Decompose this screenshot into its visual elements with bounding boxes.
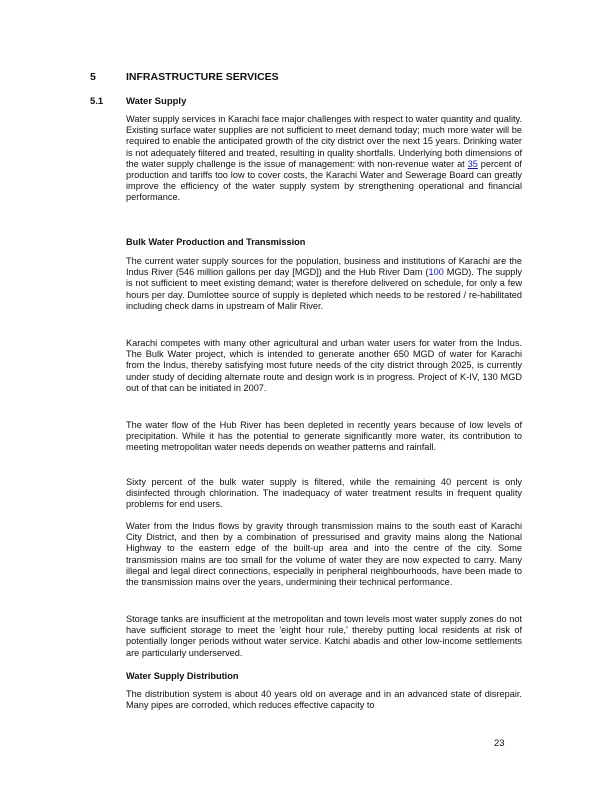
paragraph-text: Storage tanks are insufficient at the metropolitan and town levels most water supply zones do not have sufficient storage to meet the 'eight hour rule,' thereby putting local residents at risk of potentially longer periods without water service. Katchi abadis and other low-income settlements are particularly underserved. xyxy=(126,614,522,658)
subheading-distribution: Water Supply Distribution xyxy=(126,671,239,681)
subheading-bulk-water: Bulk Water Production and Transmission xyxy=(126,237,306,247)
section-number: 5 xyxy=(90,71,96,83)
paragraph-hub-river xyxy=(126,420,522,454)
paragraph-intro xyxy=(126,114,522,204)
paragraph-text: MGD). The supply is not sufficient to meet existing demand; water is therefore delivered on schedule, for only a few hours per day. Dumlottee source of supply is depleted which needs to be restored / re-habilitated including check dams in upstream of Malir River. xyxy=(126,267,522,311)
paragraph-text: The distribution system is about 40 years old on average and in an advanced state of disrepair. Many pipes are corroded, which reduces effective capacity to xyxy=(126,689,522,711)
paragraph-text: Water from the Indus flows by gravity through transmission mains to the south east of Karachi City District, and then by a combination of pressurised and gravity mains along the National Highway to the eastern edge of the built-up area and into the centre of the city. Some transmission mains are too small for the volume of water they are now expected to carry. Many illegal and legal direct connections, especially in peripheral neighbourhoods, have been made to the transmission mains over the years, undermining their technical performance. xyxy=(126,521,522,588)
subsection-number: 5.1 xyxy=(90,96,104,107)
paragraph-distribution xyxy=(126,689,522,711)
subsection-title: Water Supply xyxy=(126,96,187,107)
paragraph-sources xyxy=(126,256,522,312)
page-number: 23 xyxy=(494,738,505,749)
highlighted-number: 100 xyxy=(428,267,444,278)
paragraph-storage xyxy=(126,614,522,659)
paragraph-text: Karachi competes with many other agricultural and urban water users for water from the Indus. The Bulk Water project, which is intended to generate another 650 MGD of water for Karachi from the Indus, thereby satisfying most future needs of the city district through 2025, is currently under study of deciding alternate route and design work is in progress. Project of K-IV, 130 MGD out of that can be initiated in 2007. xyxy=(126,338,522,393)
paragraph-text: Sixty percent of the bulk water supply is filtered, while the remaining 40 percent is only disinfected through chlorination. The inadequacy of water treatment results in frequent quality problems for end users. xyxy=(126,477,522,510)
section-heading xyxy=(90,71,279,83)
paragraph-transmission xyxy=(126,521,522,588)
section-title: INFRASTRUCTURE SERVICES xyxy=(126,71,279,83)
subsection-heading xyxy=(90,96,186,107)
paragraph-indus xyxy=(126,338,522,394)
linked-number[interactable]: 35 xyxy=(467,158,478,169)
paragraph-text: percent of production and tariffs too low to cover costs, the Karachi Water and Sewerage Board can greatly improve the efficiency of the water supply system by strengthening operational and financial performance. xyxy=(126,158,522,203)
paragraph-text: The current water supply sources for the population, business and institutions of Karachi are the Indus River (546 million gallons per day [MGD]) and the Hub River Dam ( xyxy=(126,256,522,278)
paragraph-text: Water supply services in Karachi face major challenges with respect to water quantity and quality. Existing surface water supplies are not sufficient to meet demand today; much more water will be required to enable the anticipated growth of the city district over the next 15 years. Drinking water is not adequately filtered and treated, resulting in quality shortfalls. Underlying both dimensions of the water supply challenge is the issue of management: with non-revenue water at xyxy=(126,114,522,169)
paragraph-filtration xyxy=(126,477,522,511)
paragraph-text: The water flow of the Hub River has been depleted in recently years because of low levels of precipitation. While it has the potential to generate significantly more water, its contribution to meeting metropolitan water needs depends on weather patterns and rainfall. xyxy=(126,420,522,453)
